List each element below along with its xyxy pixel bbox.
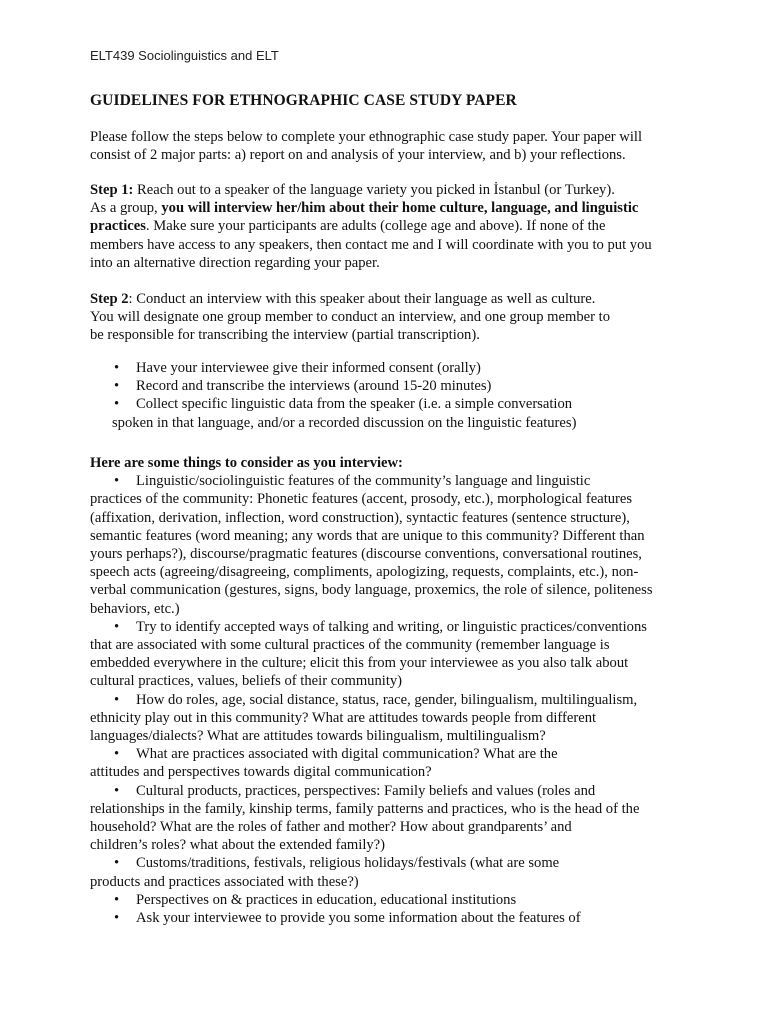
consider-item: • Perspectives on & practices in education, educational institutions <box>114 891 517 908</box>
step-2-bullet-list <box>90 359 690 432</box>
bullet-icon: • <box>114 360 120 376</box>
step-1-text: Reach out to a speaker of the language variety you picked in İstanbul (or Turkey). <box>133 182 615 198</box>
bullet-icon: • <box>114 746 120 763</box>
list-item: • Collect specific linguistic data from the speaker (i.e. a simple conversation <box>114 396 573 413</box>
step-1-line <box>90 217 690 235</box>
intro-line: Please follow the steps below to complete your ethnographic case study paper. Your paper will <box>90 129 643 145</box>
consider-item: • What are practices associated with digital communication? What are the attitudes and perspectives towards digital communication? <box>90 746 558 781</box>
step-1-label: Step 1: <box>90 182 134 198</box>
document-title: GUIDELINES FOR ETHNOGRAPHIC CASE STUDY PAPER <box>90 92 517 109</box>
list-item: • Record and transcribe the interviews (around 15-20 minutes) <box>114 378 492 395</box>
list-item-continuation: spoken in that language, and/or a recorded discussion on the linguistic features) <box>112 414 577 431</box>
step-2-line: You will designate one group member to conduct an interview, and one group member to <box>90 309 610 326</box>
bullet-icon: • <box>114 378 120 395</box>
step-2-text: : Conduct an interview with this speaker about their language as well as culture. <box>128 291 596 307</box>
consider-heading: Here are some things to consider as you interview: <box>90 455 403 471</box>
step-2-label: Step 2 <box>90 291 129 307</box>
bullet-icon: • <box>114 782 120 799</box>
bullet-icon: • <box>114 618 120 635</box>
step-1-line: into an alternative direction regarding your paper. <box>90 254 380 271</box>
consider-item: • Linguistic/sociolinguistic features of the community’s language and linguistic practices of the community: Phonetic features (accent, prosody, etc.), morphological features (affixation, derivation, inflection, word construction), syntactic features (sentence structure), semantic features (word meaning; any words that are unique to this community? Different than yours perhaps?), discourse/pragmatic features (discourse conventions, conversational routines, speech acts (agreeing/disagreeing, compliments, apologizing, requests, complaints, etc.), non- verbal communication (gestures, signs, body language, proxemics, the role of silence, politeness behaviors, etc.) <box>90 473 653 617</box>
step-2-line <box>90 290 690 308</box>
step-1-emphasis: practices <box>90 218 146 235</box>
consider-item: • Try to identify accepted ways of talking and writing, or linguistic practices/conventions that are associated with some cultural practices of the community (remember language is embedded everywhere in the culture; elicit this from your interviewee as you also talk about cultural practices, values, beliefs of their community) <box>90 618 647 690</box>
consider-item: • How do roles, age, social distance, status, race, gender, bilingualism, multilingualism, ethnicity play out in this community? What are attitudes towards people from different languages/dialects? What are attitudes towards bilingualism, multilingualism? <box>90 691 638 745</box>
consider-item: • Ask your interviewee to provide you some information about the features of <box>114 910 581 927</box>
step-1-paragraph <box>90 181 690 272</box>
consider-section <box>90 454 690 927</box>
bullet-icon: • <box>114 396 120 413</box>
intro-paragraph <box>90 128 690 164</box>
step-2-paragraph <box>90 290 690 345</box>
consider-item: • Cultural products, practices, perspectives: Family beliefs and values (roles and relationships in the family, kinship terms, family patterns and practices, who is the head of the household? What are the roles of father and mother? How about grandparents’ and children’s roles? what about the extended family?) <box>90 782 640 854</box>
step-1-line <box>90 181 690 199</box>
consider-item: • Customs/traditions, festivals, religious holidays/festivals (what are some products and practices associated with these?) <box>90 855 560 890</box>
bullet-icon: • <box>114 855 120 872</box>
step-1-text: . Make sure your participants are adults (college age and above). If none of the <box>145 218 606 235</box>
bullet-icon: • <box>114 691 120 708</box>
step-1-line: members have access to any speakers, then contact me and I will coordinate with you to put you <box>90 236 652 253</box>
bullet-icon: • <box>114 891 120 908</box>
course-header: ELT439 Sociolinguistics and ELT <box>90 48 279 63</box>
intro-line: consist of 2 major parts: a) report on and analysis of your interview, and b) your reflections. <box>90 147 626 164</box>
step-2-line: be responsible for transcribing the interview (partial transcription). <box>90 327 480 344</box>
list-item: • Have your interviewee give their informed consent (orally) <box>114 360 481 376</box>
step-1-text: As a group, <box>90 200 162 217</box>
step-1-line <box>90 199 690 217</box>
bullet-icon: • <box>114 473 120 490</box>
bullet-icon: • <box>114 910 120 927</box>
step-1-emphasis: you will interview her/him about their home culture, language, and linguistic <box>161 200 639 217</box>
